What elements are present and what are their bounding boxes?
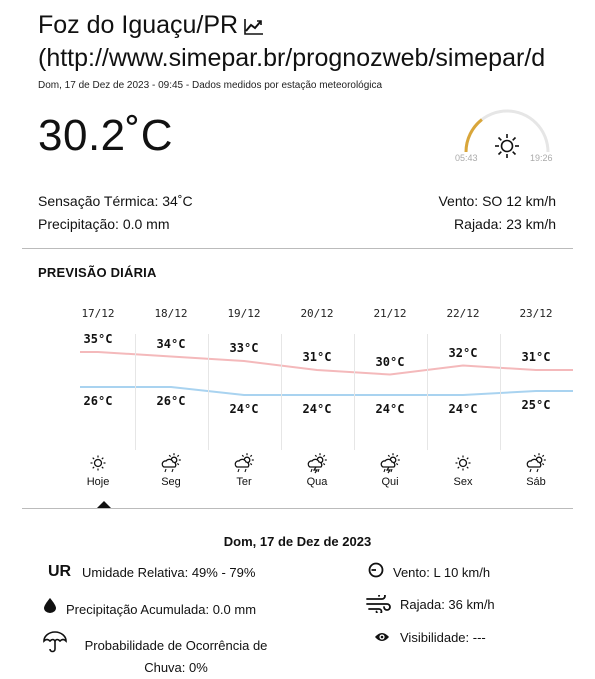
- current-temperature: 30.2˚C: [38, 111, 174, 160]
- visibility: Visibilidade: ---: [400, 630, 486, 645]
- day-max-temp: 30°C: [375, 354, 405, 369]
- daily-forecast-strip[interactable]: [60, 300, 573, 500]
- wind-gust-icon: [366, 595, 392, 613]
- sun-progress-arc: [466, 120, 482, 152]
- day-date: 20/12: [300, 307, 334, 320]
- day-min-temp: 26°C: [83, 394, 113, 408]
- day-date: 21/12: [373, 307, 407, 320]
- accumulated-precipitation: Precipitação Acumulada: 0.0 mm: [66, 602, 257, 617]
- divider: [22, 248, 573, 249]
- source-url-text: (http://www.simepar.br/prognozweb/simepar/d: [38, 44, 546, 72]
- day-date: 17/12: [81, 307, 115, 320]
- sun-icon: [495, 134, 519, 158]
- day-date: 23/12: [519, 307, 553, 320]
- feels-like: Sensação Térmica: 34˚C: [38, 193, 193, 209]
- day-max-temp: 32°C: [448, 345, 478, 360]
- divider: [22, 508, 573, 509]
- day-date: 19/12: [227, 307, 261, 320]
- daily-forecast-header: PREVISÃO DIÁRIA: [38, 265, 157, 280]
- sun-rain-cloud-icon: [233, 452, 255, 474]
- day-min-temp: 26°C: [156, 394, 186, 408]
- sun-rain-cloud-icon: [525, 452, 547, 474]
- day-min-temp: 24°C: [448, 402, 478, 416]
- detail-date: Dom, 17 de Dez de 2023: [223, 534, 372, 549]
- sunset-time: 19:26: [530, 153, 553, 163]
- day-separator: [354, 334, 355, 450]
- day-min-temp: 24°C: [302, 402, 332, 416]
- wind-direction-icon: [368, 562, 384, 578]
- day-name-button[interactable]: Sex: [453, 476, 473, 488]
- day-weather-icon-cell: [427, 452, 500, 479]
- day-max-temp: 31°C: [521, 350, 551, 364]
- day-name-button[interactable]: Qui: [381, 476, 399, 488]
- day-max-temp: 34°C: [156, 336, 186, 351]
- sun-storm-cloud-icon: [379, 452, 401, 474]
- detail-wind: Vento: L 10 km/h: [393, 565, 491, 580]
- drop-icon: [44, 598, 56, 613]
- day-max-temp: 35°C: [83, 332, 113, 346]
- day-separator: [500, 334, 501, 450]
- day-min-temp: 25°C: [521, 398, 551, 412]
- day-date: 18/12: [154, 307, 188, 320]
- sunrise-time: 05:43: [455, 153, 478, 163]
- day-min-temp: 24°C: [375, 402, 405, 416]
- day-name-button[interactable]: Hoje: [86, 476, 110, 488]
- measurement-subtitle: Dom, 17 de Dez de 2023 - 09:45 - Dados medidos por estação meteorológica: [38, 80, 383, 91]
- current-precipitation: Precipitação: 0.0 mm: [38, 216, 170, 232]
- eye-icon: [374, 631, 390, 643]
- day-name-button[interactable]: Sáb: [526, 476, 546, 488]
- humidity-icon: UR: [48, 563, 72, 580]
- day-max-temp: 33°C: [229, 341, 259, 355]
- city-title: Foz do Iguaçu/PR: [38, 11, 239, 39]
- day-weather-icon-cell: [354, 452, 427, 479]
- day-weather-icon-cell: [281, 452, 354, 479]
- day-separator: [427, 334, 428, 450]
- current-wind: Vento: SO 12 km/h: [438, 193, 556, 209]
- day-weather-icon-cell: [135, 452, 208, 479]
- day-weather-icon-cell: [62, 452, 135, 479]
- humidity-text: Umidade Relativa: 49% - 79%: [82, 565, 256, 580]
- day-name-button[interactable]: Qua: [306, 476, 328, 488]
- day-weather-icon-cell: [208, 452, 281, 479]
- page-title: [38, 10, 578, 41]
- day-separator: [135, 334, 136, 450]
- day-separator: [208, 334, 209, 450]
- day-separator: [281, 334, 282, 450]
- chart-line-icon[interactable]: [244, 17, 264, 35]
- umbrella-icon: [43, 631, 67, 653]
- day-date: 22/12: [446, 307, 480, 320]
- sun-icon: [452, 452, 474, 474]
- sun-storm-cloud-icon: [306, 452, 328, 474]
- selected-day-marker: [97, 501, 111, 508]
- day-max-temp: 31°C: [302, 350, 332, 364]
- rain-probability: Probabilidade de Ocorrência de Chuva: 0%: [84, 638, 268, 675]
- day-name-button[interactable]: Ter: [236, 476, 252, 488]
- sun-icon: [87, 452, 109, 474]
- detail-gust: Rajada: 36 km/h: [400, 597, 495, 612]
- day-min-temp: 24°C: [229, 402, 259, 416]
- day-name-button[interactable]: Seg: [161, 476, 181, 488]
- current-gust: Rajada: 23 km/h: [454, 216, 556, 232]
- sun-rain-cloud-icon: [160, 452, 182, 474]
- day-weather-icon-cell: [500, 452, 573, 479]
